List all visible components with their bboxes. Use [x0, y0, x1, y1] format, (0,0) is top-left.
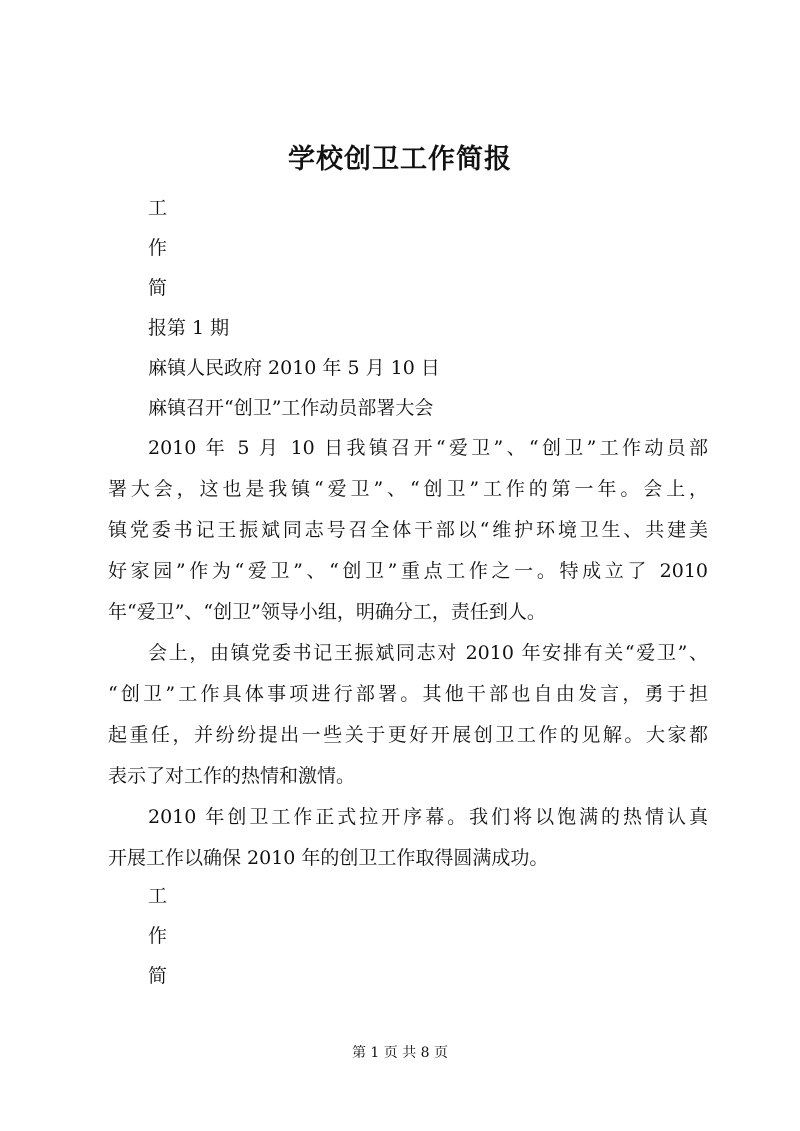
header-line-1: 工	[148, 197, 168, 219]
issue-number: 报第 1 期	[148, 317, 230, 339]
paragraph-1	[108, 436, 708, 641]
paragraph-line: 表示了对工作的热情和激情。	[108, 765, 356, 787]
trailing-line-2: 作	[148, 925, 168, 947]
paragraph-line: 2010 年创卫工作正式拉开序幕。我们将以饱满的热情认真	[148, 806, 708, 828]
header-line-3: 简	[148, 277, 168, 299]
header-line-2: 作	[148, 237, 168, 259]
issuer-and-date: 麻镇人民政府 2010 年 5 月 10 日	[148, 357, 440, 379]
paragraph-line: 会上，由镇党委书记王振斌同志对 2010 年安排有关“爱卫”、	[148, 642, 708, 664]
paragraph-3	[108, 805, 708, 887]
article-heading: 麻镇召开“创卫”工作动员部署大会	[148, 397, 434, 419]
paragraph-line: “创卫”工作具体事项进行部署。其他干部也自由发言，勇于担	[108, 683, 708, 705]
paragraph-line: 起重任，并纷纷提出一些关于更好开展创卫工作的见解。大家都	[108, 724, 708, 746]
paragraph-line: 镇党委书记王振斌同志号召全体干部以“维护环境卫生、共建美	[108, 519, 708, 541]
paragraph-line: 开展工作以确保 2010 年的创卫工作取得圆满成功。	[108, 847, 549, 869]
trailing-line-3: 简	[148, 965, 168, 987]
paragraph-line: 署大会，这也是我镇“爱卫”、“创卫”工作的第一年。会上，	[108, 478, 708, 500]
paragraph-line: 好家园”作为“爱卫”、“创卫”重点工作之一。特成立了 2010	[108, 560, 708, 582]
trailing-line-1: 工	[148, 885, 168, 907]
page-footer: 第 1 页 共 8 页	[351, 1045, 449, 1061]
document-title: 学校创卫工作简报	[288, 144, 512, 175]
paragraph-2	[108, 641, 708, 805]
paragraph-line: 2010 年 5 月 10 日我镇召开“爱卫”、“创卫”工作动员部	[148, 437, 708, 459]
paragraph-line: 年“爱卫”、“创卫”领导小组，明确分工，责任到人。	[108, 601, 546, 623]
